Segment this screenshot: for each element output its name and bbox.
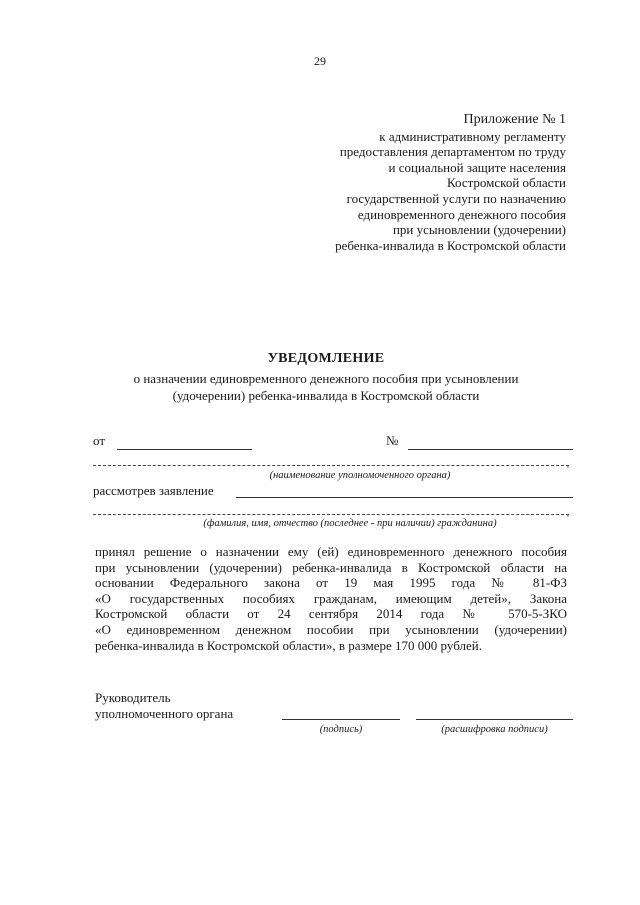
appendix-title: Приложение № 1 — [463, 112, 566, 127]
appendix-block — [335, 112, 566, 253]
appendix-line: предоставления департаментом по труду — [339, 144, 566, 160]
appendix-line: единовременного денежного пособия — [357, 206, 566, 222]
signature-hint: (подпись) — [319, 724, 363, 735]
decision-text — [95, 544, 567, 653]
decision-line: «О единовременном денежном пособии при усыновлении (удочерении) — [95, 621, 567, 637]
decision-line: «О государственных пособиях гражданам, имеющим детей», Закона — [95, 590, 567, 606]
decision-line: принял решение о назначении ему (ей) единовременного денежного пособия — [95, 544, 567, 559]
line-end-mark: , — [567, 460, 569, 469]
decode-hint: (расшифровка подписи) — [441, 724, 548, 735]
subtitle-line: (удочерении) ребенка-инвалида в Костромской области — [172, 388, 480, 403]
appendix-line: к административному регламенту — [379, 128, 566, 144]
authority-hint: (наименование уполномоченного органа) — [269, 470, 451, 481]
line-end-mark: , — [567, 509, 569, 518]
decision-line: основании Федерального закона от 19 мая 1995 года № 81-ФЗ — [95, 575, 567, 591]
signature-field[interactable] — [282, 719, 400, 720]
considered-label: рассмотрев заявление — [93, 483, 214, 498]
from-label: от — [93, 433, 106, 448]
head-title — [95, 690, 233, 722]
appendix-line: ребенка-инвалида в Костромской области — [335, 237, 566, 253]
head-line: Руководитель — [95, 690, 171, 705]
decision-line: при усыновлении (удочерении) ребенка-инвалида в Костромской области на — [95, 559, 567, 575]
appendix-line: государственной услуги по назначению — [346, 190, 566, 206]
notice-subtitle — [0, 370, 640, 404]
appendix-line: Костромской области — [446, 175, 566, 191]
head-line: уполномоченного органа — [95, 706, 234, 721]
number-label: № — [386, 433, 399, 448]
subtitle-line: о назначении единовременного денежного пособия при усыновлении — [133, 371, 519, 386]
authority-field[interactable] — [93, 465, 569, 466]
appendix-line: при усыновлении (удочерении) — [392, 222, 566, 238]
page-number: 29 — [314, 54, 326, 68]
decision-line: ребенка-инвалида в Костромской области», в размере 170 000 рублей. — [95, 637, 482, 653]
appendix-line: и социальной защите населения — [388, 159, 566, 175]
decision-line: Костромской области от 24 сентября 2014 года № 570-5-ЗКО — [95, 606, 567, 622]
signature-decode-field[interactable] — [416, 719, 573, 720]
citizen-hint: (фамилия, имя, отчество (последнее - при наличии) гражданина) — [203, 518, 497, 529]
citizen-field[interactable] — [93, 514, 569, 515]
number-field[interactable] — [408, 449, 573, 450]
date-field[interactable] — [117, 449, 252, 450]
application-field[interactable] — [236, 497, 573, 498]
notice-title: УВЕДОМЛЕНИЕ — [267, 351, 385, 366]
